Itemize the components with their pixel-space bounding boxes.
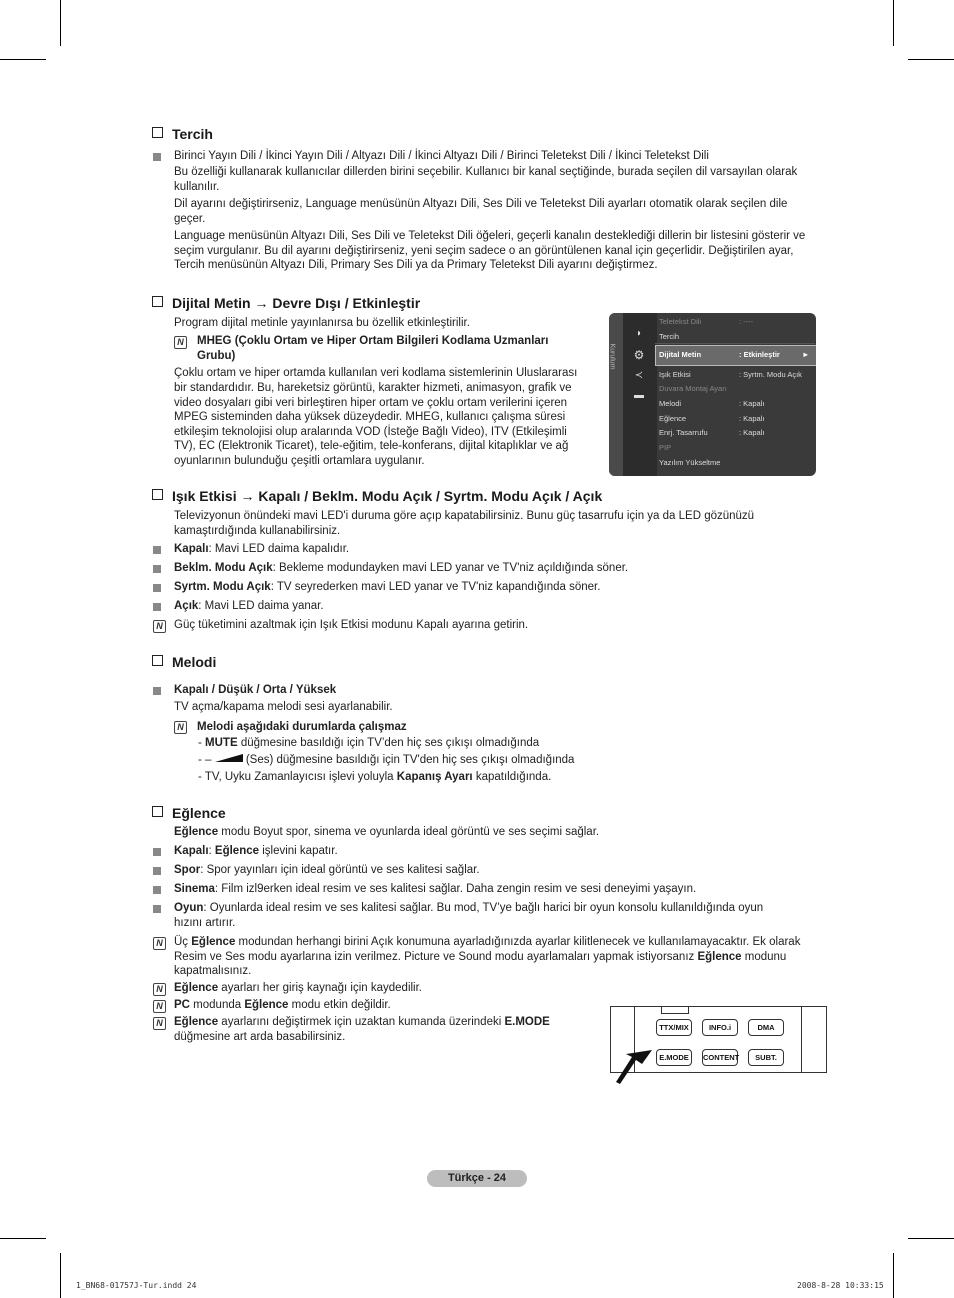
input-icon: ≺ [634,370,644,381]
menu-row-label: Tercih [659,332,680,341]
dma-button: DMA [748,1019,784,1036]
bold-term: Sinema [174,883,215,895]
bold-term: Spor [174,864,201,876]
square-bullet-icon [153,603,161,611]
melodi-bullet: Kapalı / Düşük / Orta / Yüksek [174,684,337,696]
bold-term: Eğlence [174,982,219,994]
menu-row-label: PIP [659,443,672,452]
setup-menu-screenshot [609,313,816,476]
eglence-note [174,950,786,966]
gear-icon: ⚙ [633,348,645,362]
subt-button: SUBT. [748,1049,784,1066]
eglence-note: kapatmalısınız. [174,965,252,977]
isik-item [174,580,600,596]
eglence-item [174,882,696,898]
crop-mark [0,59,46,60]
note-icon: N [153,620,166,633]
text: ayarlarını değiştirmek için uzaktan kumanda üzerindeki [218,1016,505,1028]
checkbox-icon [152,655,163,666]
title-text: Melodi [172,654,217,670]
text: : [208,845,215,857]
bold-term: Eğlence [174,1016,219,1028]
item-term: Syrtm. Modu Açık [174,581,271,593]
page-number-badge: Türkçe - 24 [427,1170,527,1187]
square-bullet-icon [153,867,161,875]
crop-mark [60,0,61,46]
melodi-dash-item: - – (Ses) düğmesine basıldığı için TV'den hiç ses çıkışı olmadığında [198,754,575,766]
dijital-body: etkileşim teknolojisi olup aralarında VOD (İsteğe Bağlı Video), ITV (Etkileşimli [174,426,567,438]
bold-term: Eğlence [191,936,236,948]
text: : Spor yayınları için ideal görüntü ve ses kalitesi sağlar. [200,864,480,876]
bold-term: Eğlence [174,826,219,838]
info-button: INFO.i [702,1019,738,1036]
dash-bold: Kapanış Ayarı [396,771,473,783]
checkbox-icon [152,806,163,817]
dijital-body: video dosyaları gibi veri birleştiren hiper ortam ve çoklu ortam verilerini içeren [174,397,568,409]
text: modundan herhangi birini Açık konumuna ayarladığınızda ayarlar kilitlenecek ve kullanılamayacaktır. Ek olarak [235,936,801,948]
text: Resim ve Ses modu ayarlarına izin verilmez. Picture ve Sound modu ayarlamaları yapmak istiyorsanız [174,951,698,963]
dijital-body: Çoklu ortam ve hiper ortamda kullanılan veri kodlama sistemlerinin Uluslararası [174,367,578,379]
menu-row-value: : Syrtm. Modu Açık [739,370,802,379]
note-icon: N [174,721,187,734]
menu-row-value: : Kapalı [739,414,765,423]
menu-row-label: Teletekst Dili [659,317,702,326]
volume-icon [215,754,243,763]
item-desc: : Mavi LED daima kapalıdır. [208,543,350,555]
content-button: CONTENT [702,1049,738,1066]
bold-term: Eğlence [214,845,260,857]
item-desc: : Mavi LED daima yanar. [198,600,324,612]
eglence-note [174,1015,550,1031]
menu-side-tab [609,313,623,476]
dijital-body: oyunlarının bulunduğu çeşitli ortamlara uygulanır. [174,455,425,467]
section-title-isik [152,488,602,504]
bold-term: PC [174,999,190,1011]
tercih-p2: geçer. [174,213,206,225]
menu-arrow-icon: ► [802,350,810,359]
ttx-mix-button: TTX/MIX [656,1019,692,1036]
mute-label: MUTE [205,737,238,749]
eglence-note [174,998,391,1014]
text: : Oyunlarda ideal resim ve ses kalitesi sağlar. Bu mod, TV’ye bağlı harici bir oyun konsolu kullanıldığında oyun [203,902,764,914]
menu-row-label: Yazılım Yükseltme [659,458,721,467]
tercih-bullet: Birinci Yayın Dili / İkinci Yayın Dili / Altyazı Dili / İkinci Altyazı Dili / Birinci Teletekst Dili / İkinci Teletekst Dili [174,150,709,162]
eglence-note [174,981,422,997]
square-bullet-icon [153,848,161,856]
menu-row-value: : Etkinleştir [739,350,780,359]
date-slug: 2008-8-28 10:33:15 [797,1281,884,1290]
eglence-item [174,844,338,860]
item-desc: : Bekleme modundayken mavi LED yanar ve TV'niz açıldığında söner. [272,562,629,574]
text: modunu [741,951,787,963]
item-term: Beklm. Modu Açık [174,562,273,574]
checkbox-icon [152,489,163,500]
menu-row-value: : Kapalı [739,428,765,437]
square-bullet-icon [153,687,161,695]
checkbox-icon [152,296,163,307]
text: modu Boyut spor, sinema ve oyunlarda ideal görüntü ve ses seçimi sağlar. [218,826,600,838]
isik-item [174,599,324,615]
tercih-p3: seçim vurgulanır. Bu dil ayarını değiştirirseniz, yeni seçim sadece o an görüntülenen kanal için geçerlidir. Değiştirilen ayar, [174,245,794,257]
section-title-dijital [152,295,420,311]
menu-row-value: : ---- [739,317,754,326]
square-bullet-icon [153,565,161,573]
dijital-body: bir standardıdır. Bu, hareketsiz görüntü, karakter hizmeti, animasyon, grafik ve [174,382,572,394]
eglence-note [174,935,800,951]
bold-term: Eğlence [697,951,742,963]
menu-row-label: Dijital Metin [659,350,702,359]
note-icon: N [153,983,166,996]
app-icon: ▬ [634,390,644,401]
note-icon: N [153,1017,166,1030]
title-text: Tercih [172,126,213,142]
text: Üç [174,936,192,948]
item-term: Kapalı [174,543,209,555]
isik-intro: Televizyonun önündeki mavi LED'i duruma göre açıp kapatabilirsiniz. Bunu güç tasarrufu için ya da LED gözünüzü [174,510,755,522]
dijital-body: MPEG sisteminden daha yüksek düzeydedir. MHEG, kullanıcı çalışma süresi [174,411,566,423]
emode-button: E.MODE [656,1049,692,1066]
isik-intro: kamaştırdığında kullanabilirsiniz. [174,525,341,537]
menu-row-value: : Kapalı [739,399,765,408]
isik-item [174,542,349,558]
tercih-p3: Tercih menüsünün Altyazı Dili, Primary Ses Dili ya da Primary Teletekst Dili ayarını değiştirmez. [174,259,658,271]
menu-divider [655,343,815,344]
melodi-note: Melodi aşağıdaki durumlarda çalışmaz [197,721,407,733]
text: modu etkin değildir. [288,999,391,1011]
eglence-item [174,901,763,917]
menu-row-label: Melodi [659,399,682,408]
eglence-note: düğmesine art arda basabilirsiniz. [174,1031,346,1043]
isik-item [174,561,628,577]
teletext-icon [661,1007,689,1014]
dash-text: (Ses) düğmesine basıldığı için TV'den hiç ses çıkışı olmadığında [245,754,575,766]
crop-mark [893,1253,894,1298]
melodi-desc: TV açma/kapama melodi sesi ayarlanabilir. [174,701,393,713]
dijital-note: MHEG (Çoklu Ortam ve Hiper Ortam Bilgileri Kodlama Uzmanları [197,335,549,347]
bold-term: Oyun [174,902,204,914]
remote-edge [801,1007,802,1072]
tercih-p1: kullanılır. [174,181,220,193]
note-icon: N [153,937,166,950]
item-term: Açık [174,600,199,612]
section-title-eglence [152,805,226,821]
tercih-p3: Language menüsünün Altyazı Dili, Ses Dili ve Teletekst Dili öğeleri, geçerli kanalın desteklediği dillerin bir listesini gösterir ve [174,230,806,242]
bold-term: E.MODE [504,1016,550,1028]
menu-side-label: Kurulum [609,343,616,370]
square-bullet-icon [153,546,161,554]
title-text: Eğlence [172,805,226,821]
square-bullet-icon [153,584,161,592]
crop-mark [60,1253,61,1298]
item-desc: : TV seyrederken mavi LED yanar ve TV'niz kapandığında söner. [270,581,601,593]
note-icon: N [174,336,187,349]
square-bullet-icon [153,153,161,161]
title-text: Işık Etkisi → Kapalı / Beklm. Modu Açık / Syrtm. Modu Açık / Açık [172,488,603,504]
menu-row-label: Duvara Montaj Ayarı [659,384,727,393]
isik-note: Güç tüketimini azaltmak için Işık Etkisi modunu Kapalı ayarına getirin. [174,619,529,631]
dash-text: TV, Uyku Zamanlayıcısı işlevi yoluyla [204,771,397,783]
eglence-item [174,863,480,879]
pointer-arrow-icon [612,1050,654,1084]
menu-row-label: Enrj. Tasarrufu [659,428,708,437]
square-bullet-icon [153,886,161,894]
eglence-intro [174,825,599,841]
crop-mark [908,1238,954,1239]
tercih-p1: Bu özelliği kullanarak kullanıcılar dillerden birini seçebilir. Kullanıcı bir kanal seçtiğinde, burada seçilen dil varsayılan olarak [174,166,798,178]
melodi-dash-item: - MUTE düğmesine basıldığı için TV’den hiç ses çıkışı olmadığında [198,737,540,749]
dash-text: kapatıldığında. [472,771,552,783]
menu-icon-column [623,313,657,476]
dijital-body: TV), EC (Elektronik Ticaret), tele-eğitim, tele-konferans, dijital kitaplıklar ve ağ [174,440,569,452]
text: : Film izl9erken ideal resim ve ses kalitesi sağlar. Daha zengin resim ve sesi deneyimi yaşayın. [214,883,697,895]
bold-term: Eğlence [244,999,289,1011]
text: ayarları her giriş kaynağı için kaydedilir. [218,982,423,994]
eglence-item: hızını artırır. [174,917,236,929]
menu-row-label: Işık Etkisi [659,370,691,379]
crop-mark [0,1238,46,1239]
dijital-note: Grubu) [197,350,236,362]
file-slug: 1_BN68-01757J-Tur.indd 24 [76,1281,197,1290]
dijital-intro: Program dijital metinle yayınlanırsa bu özellik etkinleştirilir. [174,317,470,329]
bold-term: Kapalı [174,845,209,857]
section-title-melodi [152,654,216,670]
checkbox-icon [152,127,163,138]
crop-mark [908,59,954,60]
text: işlevini kapatır. [259,845,338,857]
tercih-p2: Dil ayarını değiştirirseniz, Language menüsünün Altyazı Dili, Ses Dili ve Teletekst Dili ayarları otomatik olarak seçilen dile [174,198,788,210]
menu-row-label: Eğlence [659,414,687,423]
section-title-tercih [152,126,213,142]
title-text: Dijital Metin → Devre Dışı / Etkinleştir [172,295,421,311]
note-icon: N [153,1000,166,1013]
square-bullet-icon [153,905,161,913]
crop-mark [893,0,894,46]
picture-icon: ◗ [635,328,643,339]
melodi-dash-item: - TV, Uyku Zamanlayıcısı işlevi yoluyla Kapanış Ayarı kapatıldığında. [198,771,552,783]
text: modunda [189,999,245,1011]
dash-text: düğmesine basıldığı için TV’den hiç ses çıkışı olmadığında [237,737,540,749]
